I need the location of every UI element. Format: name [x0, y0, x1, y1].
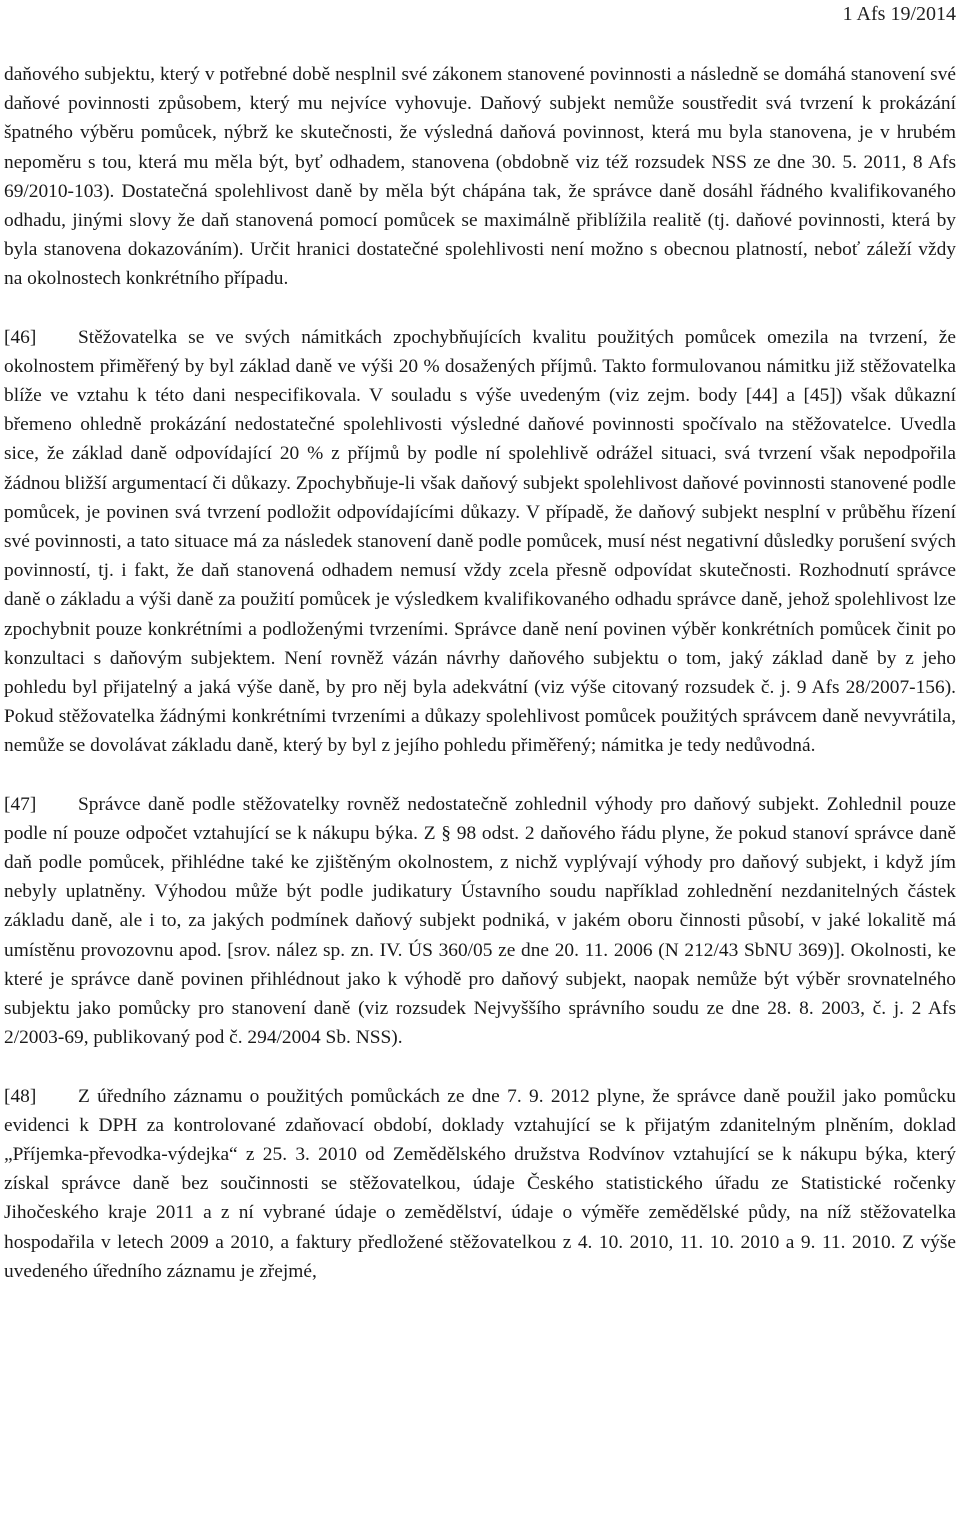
- document-body: [4, 60, 956, 1286]
- paragraph-number: [48]: [4, 1085, 37, 1107]
- paragraph-46: [4, 323, 956, 761]
- paragraph-48: [4, 1082, 956, 1286]
- paragraph-text: Stěžovatelka se ve svých námitkách zpochybňujících kvalitu použitých pomůcek omezila na tvrzení, že okolnostem přiměřený by byl základ daně ve výši 20 % dosažených příjmů. Takto formulovanou námitku již stěžovatelka blíže ve vztahu k této dani nespecifikovala. V souladu s výše uvedeným (viz zejm. body [44] a [45]) však důkazní břemeno ohledně prokázání nedostatečné spolehlivosti výsledné daňové povinnosti spočívalo na stěžovatelce. Uvedla sice, že základ daně odpovídající 20 % z příjmů by podle ní spolehlivě odrážel situaci, svá tvrzení však nepodpořila žádnou bližší argumentací či důkazy. Zpochybňuje-li však daňový subjekt spolehlivost daňové povinnosti stanovené podle pomůcek, je povinen svá tvrzení podložit odpovídajícími důkazy. V případě, že daňový subjekt nesplní v průběhu řízení své povinnosti, a tato situace má za následek stanovení daně podle pomůcek, musí nést negativní důsledky porušení svých povinností, tj. i fakt, že daň stanovená odhadem nemusí vždy zcela přesně odpovídat skutečnosti. Rozhodnutí správce daně o základu a výši daně za použití pomůcek je výsledkem kvalifikovaného odhadu správce daně, jehož spolehlivost lze zpochybnit pouze konkrétními a podloženými tvrzeními. Správce daně není povinen výběr konkrétních pomůcek činit po konzultaci s daňovým subjektem. Není rovněž vázán návrhy daňového subjektu o tom, jaký základ daně by z jeho pohledu byl přijatelný a jaká výše daně, by pro něj byla adekvátní (viz výše citovaný rozsudek č. j. 9 Afs 28/2007-156). Pokud stěžovatelka žádnými konkrétními tvrzeními a důkazy spolehlivost pomůcek použitých správcem daně nevyvrátila, nemůže se dovolávat základu daně, který by byl z jejího pohledu přiměřený; námitka je tedy nedůvodná.: [4, 326, 956, 757]
- paragraph-47: [4, 790, 956, 1053]
- page-header-reference: 1 Afs 19/2014: [842, 3, 956, 25]
- paragraph-number: [46]: [4, 326, 37, 348]
- paragraph-text: daňového subjektu, který v potřebné době nesplnil své zákonem stanovené povinnosti a následně se domáhá stanovení své daňové povinnosti způsobem, který mu nejvíce vyhovuje. Daňový subjekt nemůže soustředit svá tvrzení k prokázání špatného výběru pomůcek, nýbrž ke skutečnosti, že výsledná daňová povinnost, která mu byla stanovena, je v hrubém nepoměru s tou, která mu měla být, byť odhadem, stanovena (obdobně viz též rozsudek NSS ze dne 30. 5. 2011, 8 Afs 69/2010-103). Dostatečná spolehlivost daně by měla být chápána tak, že správce daně dosáhl řádného kvalifikovaného odhadu, jinými slovy že daň stanovená pomocí pomůcek se maximálně přiblížila realitě (tj. daňové povinnosti, která by byla stanovena dokazováním). Určit hranici dostatečné spolehlivosti není možno s obecnou platností, neboť záleží vždy na okolnostech konkrétního případu.: [4, 64, 956, 290]
- paragraph-text: Z úředního záznamu o použitých pomůckách ze dne 7. 9. 2012 plyne, že správce daně použil jako pomůcku evidenci k DPH za kontrolované zdaňovací období, doklady vztahující se k přijatým zdanitelným plněním, doklad „Příjemka-převodka-výdejka“ z 25. 3. 2010 od Zemědělského družstva Rodvínov vztahující se k nákupu býka, který získal správce daně bez součinnosti se stěžovatelkou, údaje Českého statistického úřadu ze Statistické ročenky Jihočeského kraje 2011 a z ní vybrané údaje o zemědělství, údaje o výměře zemědělské půdy, na níž stěžovatelka hospodařila v letech 2009 a 2010, a faktury předložené stěžovatelkou z 4. 10. 2010, 11. 10. 2010 a 9. 11. 2010. Z výše uvedeného úředního záznamu je zřejmé,: [4, 1085, 956, 1282]
- paragraph-continuation: [4, 60, 956, 294]
- paragraph-text: Správce daně podle stěžovatelky rovněž nedostatečně zohlednil výhody pro daňový subjekt. Zohlednil pouze podle ní pouze odpočet vztahující se k nákupu býka. Z § 98 odst. 2 daňového řádu plyne, že pokud stanoví správce daně daň podle pomůcek, přihlédne také ke zjištěným okolnostem, z nichž vyplývají výhody pro daňový subjekt, i když jím nebyly uplatněny. Výhodou může být podle judikatury Ústavního soudu například zohlednění nezdanitelných částek základu daně, ale i to, za jakých podmínek daňový subjekt podniká, v jakém oboru činnosti působí, v jaké lokalitě má umístěnu provozovnu apod. [srov. nález sp. zn. IV. ÚS 360/05 ze dne 20. 11. 2006 (N 212/43 SbNU 369)]. Okolnosti, ke které je správce daně povinen přihlédnout jako k výhodě pro daňový subjekt, naopak nemůže být výběr srovnatelného subjektu jako pomůcky pro stanovení daně (viz rozsudek Nejvyššího správního soudu ze dne 28. 8. 2003, č. j. 2 Afs 2/2003-69, publikovaný pod č. 294/2004 Sb. NSS).: [4, 793, 956, 1049]
- paragraph-number: [47]: [4, 793, 37, 815]
